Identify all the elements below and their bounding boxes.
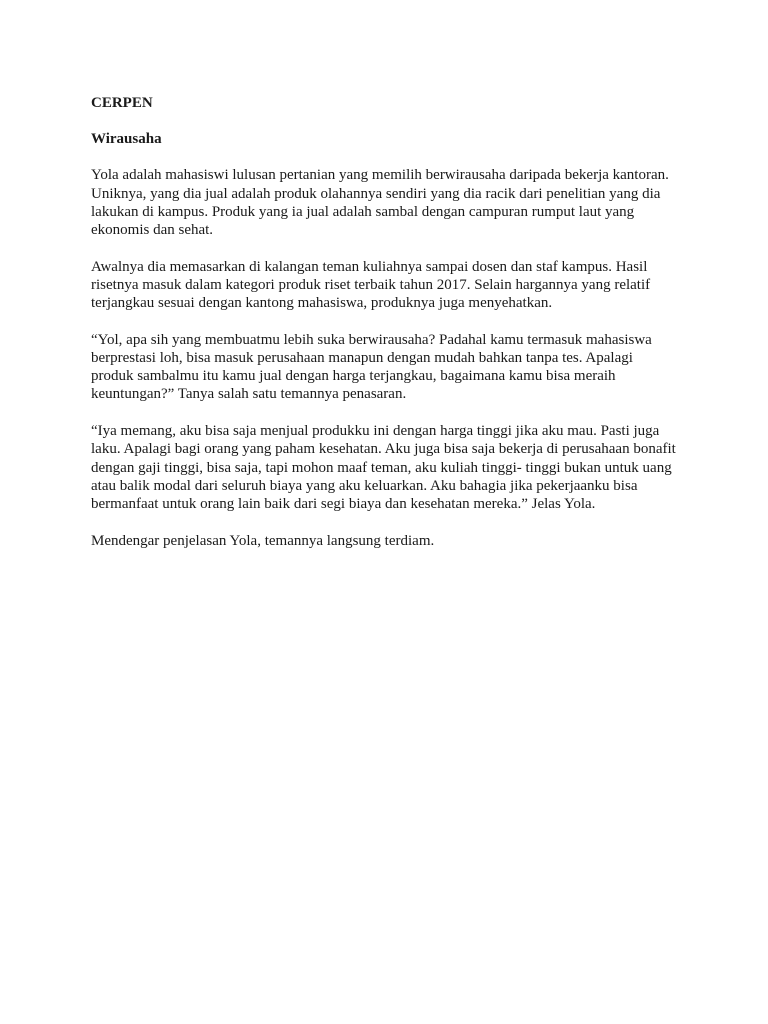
paragraph-line: terjangkau sesuai dengan kantong mahasiswa, produknya juga menyehatkan.	[91, 295, 553, 312]
paragraph-1	[91, 166, 691, 239]
paragraph-line: bermanfaat untuk orang lain baik dari segi biaya dan kesehatan mereka.” Jelas Yola.	[91, 495, 596, 512]
document-body	[91, 94, 691, 568]
paragraph-line: laku. Apalagi bagi orang yang paham kesehatan. Aku juga bisa saja bekerja di perusahaan bonafit	[91, 441, 676, 458]
paragraph-line: risetnya masuk dalam kategori produk riset terbaik tahun 2017. Selain hargannya yang relatif	[91, 276, 651, 293]
paragraph-2	[91, 258, 691, 313]
paragraph-line: “Yol, apa sih yang membuatmu lebih suka berwirausaha? Padahal kamu termasuk mahasiswa	[91, 331, 652, 348]
paragraph-line: “Iya memang, aku bisa saja menjual produkku ini dengan harga tinggi jika aku mau. Pasti juga	[91, 423, 660, 440]
paragraph-line: Awalnya dia memasarkan di kalangan teman kuliahnya sampai dosen dan staf kampus. Hasil	[91, 258, 648, 275]
paragraph-line: atau balik modal dari seluruh biaya yang aku keluarkan. Aku bahagia jika pekerjaanku bisa	[91, 477, 638, 494]
document-title: CERPEN	[91, 95, 153, 111]
paragraph-line: Yola adalah mahasiswi lulusan pertanian yang memilih berwirausaha daripada bekerja kantoran.	[91, 167, 669, 184]
story-title: Wirausaha	[91, 131, 162, 148]
paragraph-line: dengan gaji tinggi, bisa saja, tapi mohon maaf teman, aku kuliah tinggi- tinggi bukan untuk uang	[91, 459, 672, 476]
paragraph-4	[91, 422, 691, 513]
paragraph-line: ekonomis dan sehat.	[91, 222, 214, 239]
paragraph-5	[91, 532, 691, 550]
paragraph-line: produk sambalmu itu kamu jual dengan harga terjangkau, bagaimana kamu bisa meraih	[91, 368, 616, 385]
paragraph-line: keuntungan?” Tanya salah satu temannya penasaran.	[91, 386, 407, 403]
paragraph-line: berprestasi loh, bisa masuk perusahaan manapun dengan mudah bahkan tanpa tes. Apalagi	[91, 350, 633, 367]
paragraph-line: Mendengar penjelasan Yola, temannya langsung terdiam.	[91, 532, 435, 549]
paragraph-3	[91, 331, 691, 404]
paragraph-line: Uniknya, yang dia jual adalah produk olahannya sendiri yang dia racik dari penelitian yang dia	[91, 185, 661, 202]
paragraph-line: lakukan di kampus. Produk yang ia jual adalah sambal dengan campuran rumput laut yang	[91, 203, 635, 220]
